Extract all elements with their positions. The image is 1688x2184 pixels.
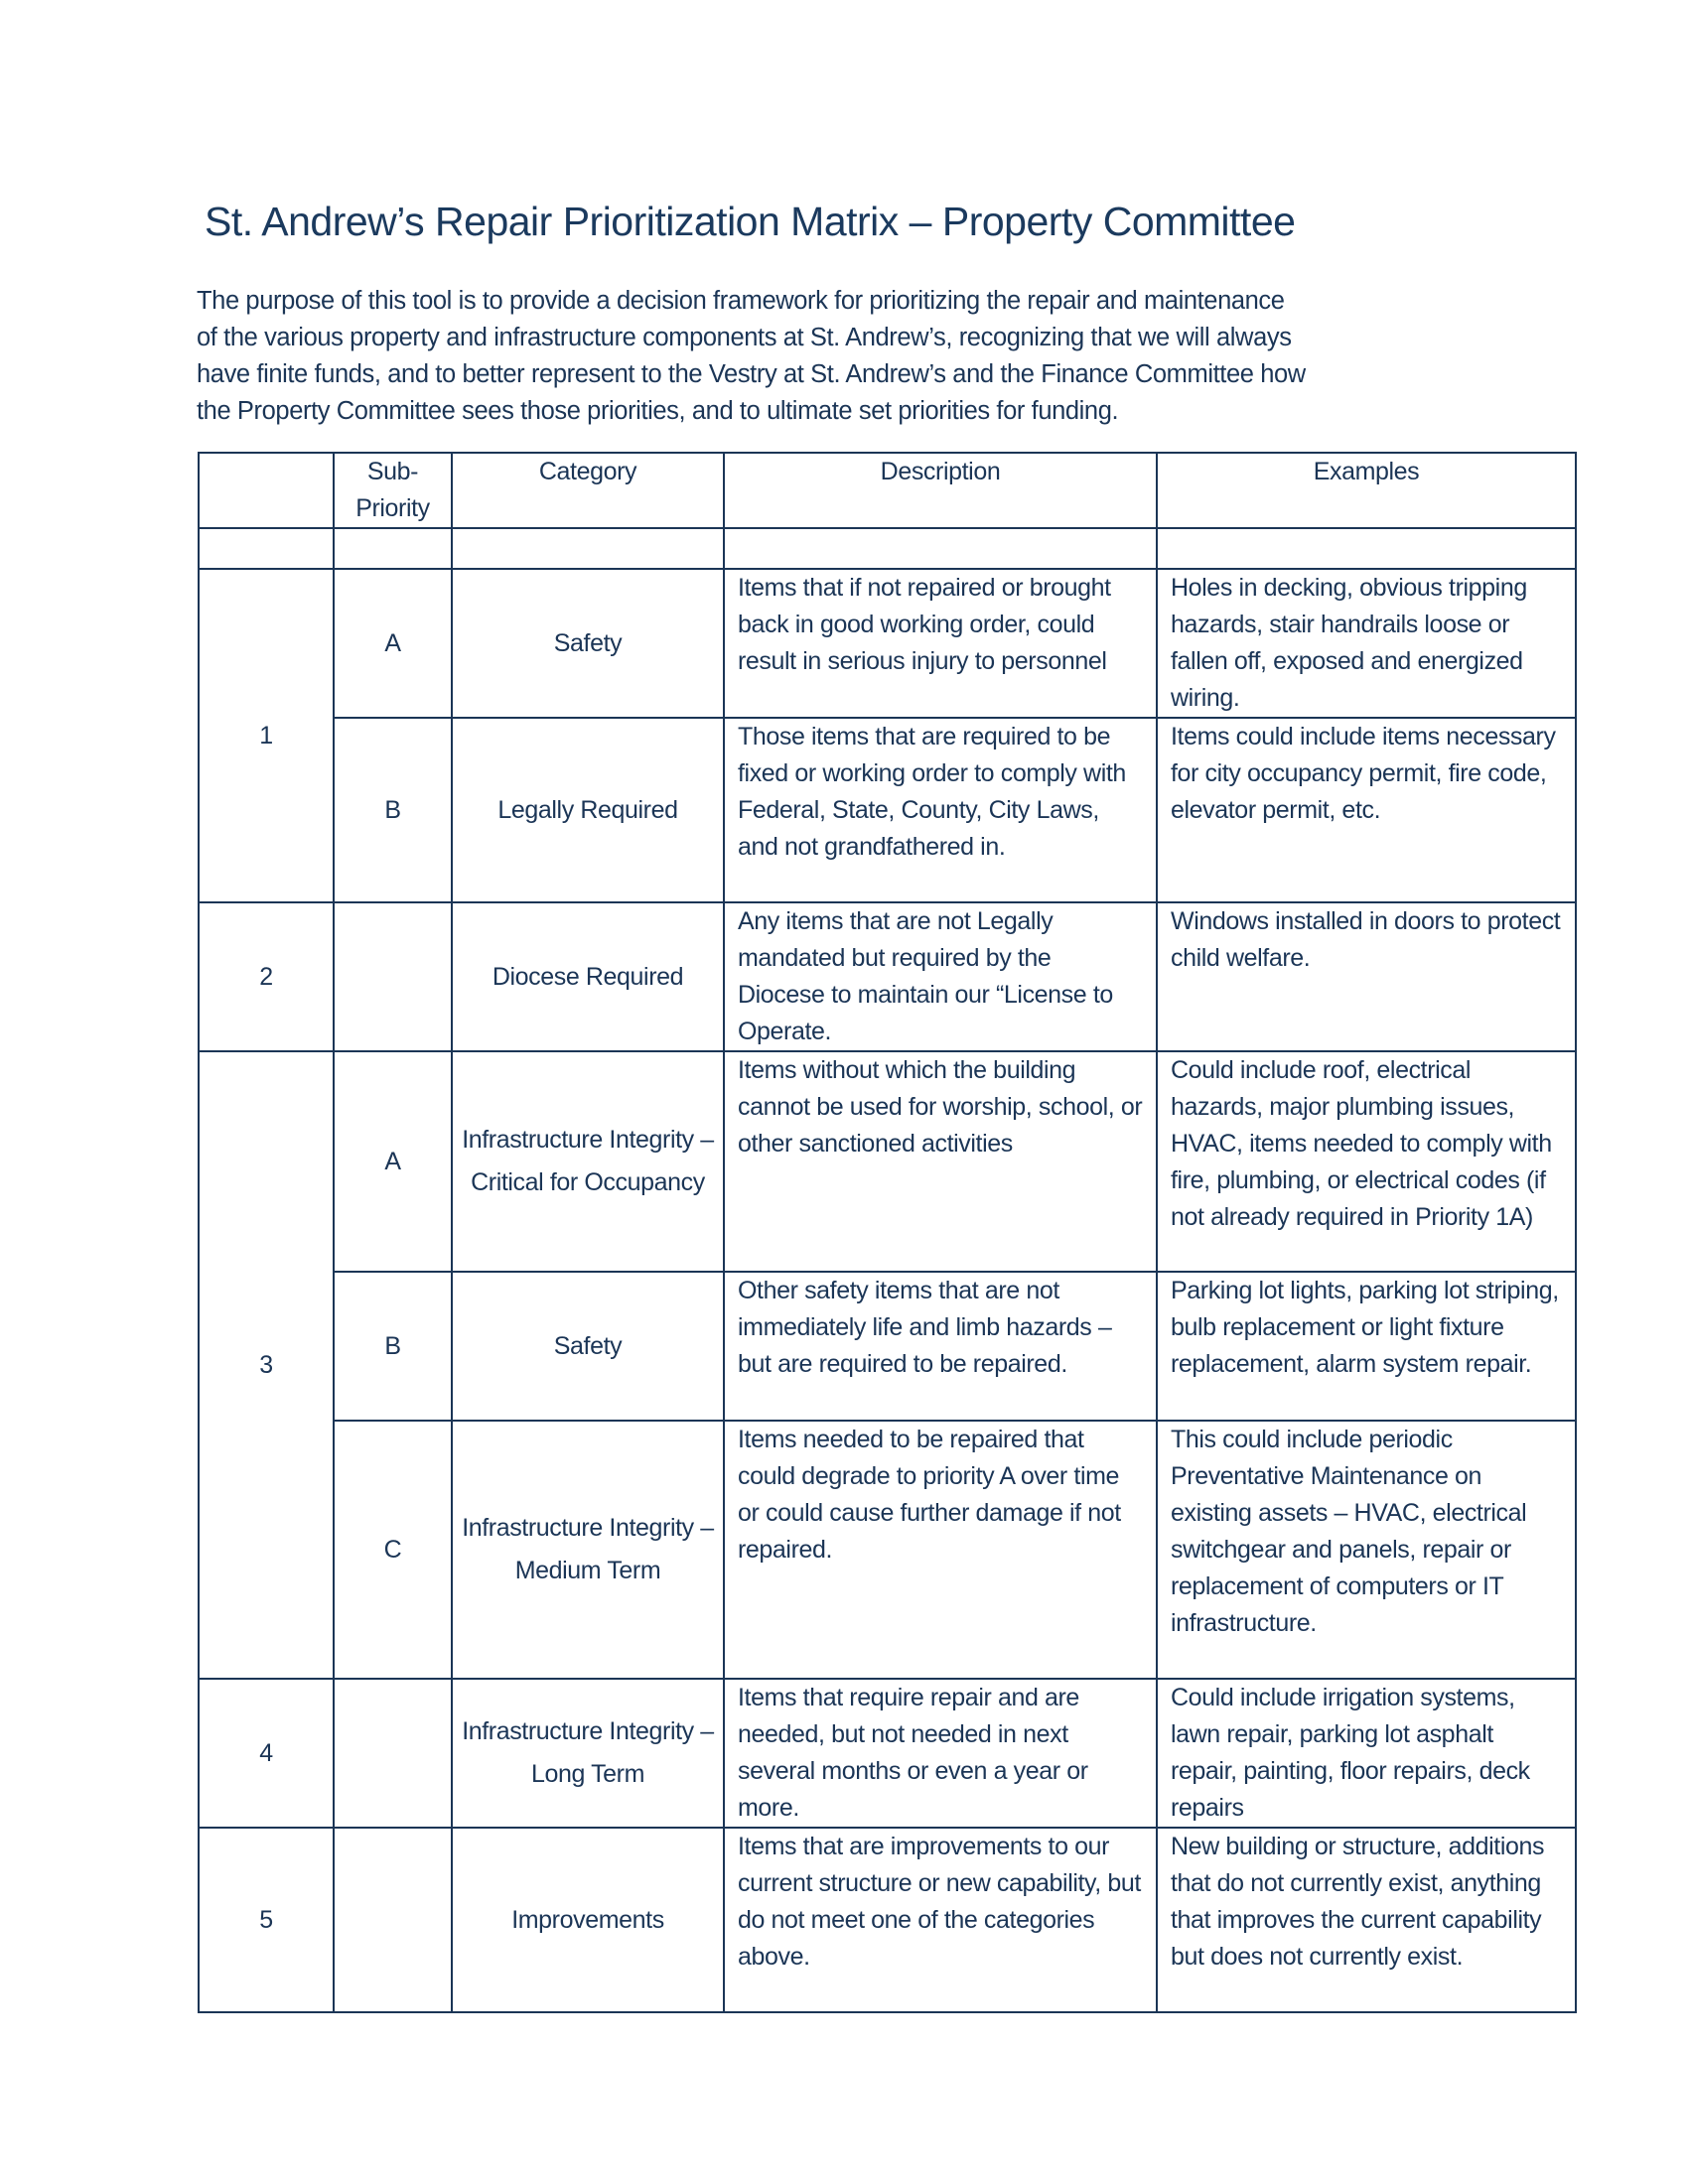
table-row [199,1051,1576,1272]
table-row [199,1828,1576,2012]
document-title: St. Andrew’s Repair Prioritization Matrix – Property Committee [205,199,1296,244]
category-cell: Infrastructure Integrity – Critical for Occupancy [452,1051,724,1272]
category-cell: Diocese Required [452,902,724,1051]
examples-cell: Parking lot lights, parking lot striping, bulb replacement or light fixture replacement, alarm system repair. [1157,1272,1576,1421]
priority-cell: 3 [199,1051,334,1679]
description-cell: Those items that are required to be fixed or working order to comply with Federal, State, County, City Laws, and not grandfathered in. [724,718,1157,902]
examples-cell: Items could include items necessary for city occupancy permit, fire code, elevator permit, etc. [1157,718,1576,902]
header-row [199,453,1576,528]
header-description: Description [724,453,1157,528]
category-cell: Safety [452,1272,724,1421]
examples-cell: Could include roof, electrical hazards, major plumbing issues, HVAC, items needed to comply with fire, plumbing, or electrical codes (if not already required in Priority 1A) [1157,1051,1576,1272]
intro-line: the Property Committee sees those priorities, and to ultimate set priorities for funding. [197,397,1119,425]
sub-priority-cell: B [334,718,452,902]
intro-line: The purpose of this tool is to provide a decision framework for prioritizing the repair and maintenance [197,287,1285,315]
table-row [199,1272,1576,1421]
sub-priority-cell: B [334,1272,452,1421]
priority-matrix-table [198,452,1577,2013]
priority-cell: 4 [199,1679,334,1828]
sub-priority-cell: A [334,1051,452,1272]
description-cell: Other safety items that are not immediately life and limb hazards – but are required to be repaired. [724,1272,1157,1421]
table-row [199,1421,1576,1679]
category-cell: Infrastructure Integrity – Long Term [452,1679,724,1828]
description-cell: Items that if not repaired or brought back in good working order, could result in serious injury to personnel [724,569,1157,718]
sub-priority-cell [334,902,452,1051]
description-cell: Items needed to be repaired that could degrade to priority A over time or could cause further damage if not repaired. [724,1421,1157,1679]
header-examples: Examples [1157,453,1576,528]
examples-cell: Could include irrigation systems, lawn repair, parking lot asphalt repair, painting, floor repairs, deck repairs [1157,1679,1576,1828]
examples-cell: New building or structure, additions that do not currently exist, anything that improves the current capability but does not currently exist. [1157,1828,1576,2012]
examples-cell: This could include periodic Preventative Maintenance on existing assets – HVAC, electrical switchgear and panels, repair or replacement of computers or IT infrastructure. [1157,1421,1576,1679]
sub-priority-cell [334,1828,452,2012]
sub-priority-cell: A [334,569,452,718]
table-row [199,902,1576,1051]
table-row [199,569,1576,718]
examples-cell: Windows installed in doors to protect child welfare. [1157,902,1576,1051]
priority-cell: 5 [199,1828,334,2012]
intro-paragraph [197,283,1587,430]
header-sub-priority: Sub-Priority [334,453,452,528]
description-cell: Items without which the building cannot be used for worship, school, or other sanctioned activities [724,1051,1157,1272]
description-cell: Items that require repair and are needed, but not needed in next several months or even a year or more. [724,1679,1157,1828]
table-row [199,718,1576,902]
priority-cell: 1 [199,569,334,902]
intro-line: of the various property and infrastructure components at St. Andrew’s, recognizing that we will always [197,324,1292,351]
category-cell: Safety [452,569,724,718]
category-cell: Infrastructure Integrity – Medium Term [452,1421,724,1679]
category-cell: Improvements [452,1828,724,2012]
description-cell: Items that are improvements to our current structure or new capability, but do not meet one of the categories above. [724,1828,1157,2012]
intro-line: have finite funds, and to better represent to the Vestry at St. Andrew’s and the Finance Committee how [197,360,1306,388]
header-priority [199,453,334,528]
description-cell: Any items that are not Legally mandated but required by the Diocese to maintain our “License to Operate. [724,902,1157,1051]
sub-priority-cell: C [334,1421,452,1679]
priority-cell: 2 [199,902,334,1051]
blank-row [199,528,1576,569]
examples-cell: Holes in decking, obvious tripping hazards, stair handrails loose or fallen off, exposed and energized wiring. [1157,569,1576,718]
table-row [199,1679,1576,1828]
sub-priority-cell [334,1679,452,1828]
category-cell: Legally Required [452,718,724,902]
header-category: Category [452,453,724,528]
